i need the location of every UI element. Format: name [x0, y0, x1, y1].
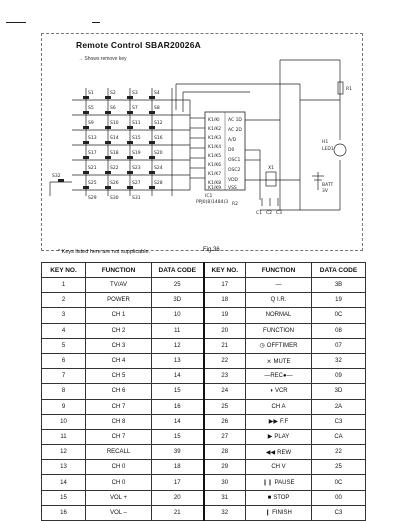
header-function: FUNCTION [246, 263, 312, 278]
data-code-text: 10 [173, 312, 181, 319]
function-cell [246, 369, 312, 384]
header-data-code: DATA CODE [312, 263, 366, 278]
function-text: REW [277, 449, 292, 456]
switch-label: S19 [132, 151, 141, 156]
data-code-text: 14 [173, 373, 181, 380]
table-row [42, 278, 366, 293]
key-no-text: 11 [60, 433, 67, 440]
function-text: POWER [107, 297, 130, 304]
ic-part-number: PPJ0(8)1484)3 [196, 200, 229, 205]
vcr-icon: ◑ [269, 388, 273, 395]
key-no-text: 32 [221, 509, 229, 516]
function-cell [246, 414, 312, 429]
pin-label: VSS [228, 186, 237, 191]
data-code-text: 21 [173, 509, 181, 516]
switch-label: S13 [88, 136, 97, 141]
key-no-text: 5 [61, 342, 66, 349]
function-cell [86, 505, 152, 520]
data-code-cell [312, 445, 366, 460]
function-text: CH 0 [111, 464, 126, 471]
function-text: MUTE [273, 358, 291, 365]
pin-label: K1/K9 [208, 186, 222, 191]
pin-label: K1/KI [208, 118, 220, 123]
function-cell [246, 505, 312, 520]
pin-label: K1/K8 [208, 181, 222, 186]
switch-label: S9 [88, 121, 94, 126]
switch-label: S32 [52, 174, 61, 179]
table-row [42, 384, 366, 399]
key-no-text: 3 [61, 312, 66, 319]
function-text: VCR [274, 388, 288, 395]
header-key-no: KEY NO. [204, 263, 246, 278]
data-code-cell [312, 399, 366, 414]
function-cell [86, 278, 152, 293]
pin-label: K1/K3 [208, 136, 222, 141]
key-code-table [41, 262, 366, 521]
function-text: RECALL [106, 449, 131, 456]
key-no-cell [42, 475, 86, 490]
data-code-cell [312, 338, 366, 353]
key-no-cell [204, 369, 246, 384]
stop-icon: ■ [267, 494, 272, 501]
data-code-cell [312, 505, 366, 520]
key-no-text: 10 [60, 418, 67, 425]
key-no-text: 7 [61, 373, 66, 380]
function-text: CH 6 [111, 388, 126, 395]
key-no-text: 26 [221, 418, 229, 425]
switch-label: S1 [88, 91, 94, 96]
key-no-cell [42, 445, 86, 460]
function-cell [246, 323, 312, 338]
function-text: CH V [271, 464, 286, 471]
data-code-text: 32 [335, 358, 342, 365]
key-no-text: 31 [221, 494, 229, 501]
key-no-cell [42, 399, 86, 414]
key-no-cell [42, 353, 86, 368]
switch-label: S17 [88, 151, 97, 156]
function-text: VOL + [110, 494, 127, 501]
battery-value: 3V [322, 189, 328, 194]
function-cell [86, 308, 152, 323]
key-no-text: 19 [221, 312, 229, 319]
function-cell [246, 429, 312, 444]
function-text: CH A [271, 403, 286, 410]
key-no-text: 13 [60, 464, 67, 471]
data-code-text: 15 [173, 388, 181, 395]
key-no-text: 25 [221, 403, 229, 410]
function-cell [246, 399, 312, 414]
function-text: F.F [279, 419, 289, 426]
function-cell [246, 475, 312, 490]
function-cell [246, 338, 312, 353]
document-title: Remote Control SBAR20026A [76, 40, 201, 50]
data-code-cell [152, 505, 204, 520]
pin-label: K1/K6 [208, 163, 222, 168]
function-text: CH 1 [111, 312, 126, 319]
switch-label: S7 [132, 106, 138, 111]
switch-label: S30 [110, 196, 119, 201]
function-text: PLAY [274, 434, 290, 441]
key-no-text: 15 [60, 494, 67, 501]
table-row [42, 338, 366, 353]
data-code-text: 39 [173, 449, 181, 456]
data-code-cell [152, 460, 204, 475]
data-code-cell [312, 460, 366, 475]
data-code-text: 08 [335, 327, 342, 334]
key-no-cell [204, 460, 246, 475]
switch-label: S8 [154, 106, 160, 111]
data-code-cell [152, 399, 204, 414]
resistor-label-1: R1 [346, 87, 352, 92]
data-code-text: 13 [173, 358, 181, 365]
key-no-cell [204, 308, 246, 323]
data-code-text: 0C [334, 312, 343, 319]
table-row [42, 369, 366, 384]
footnote: * Keys listed here are not supplicable. [58, 249, 151, 255]
data-code-cell [152, 445, 204, 460]
data-code-cell [152, 323, 204, 338]
key-no-cell [42, 308, 86, 323]
key-no-cell [204, 384, 246, 399]
header-key-no: KEY NO. [42, 263, 86, 278]
function-cell [86, 384, 152, 399]
key-no-text: 9 [61, 403, 66, 410]
key-no-text: 14 [60, 479, 67, 486]
key-no-cell [42, 505, 86, 520]
key-no-cell [42, 460, 86, 475]
switch-label: S25 [88, 181, 97, 186]
function-text: TV/AV [110, 282, 127, 289]
function-cell [246, 308, 312, 323]
data-code-text: 25 [173, 282, 181, 289]
key-no-text: 6 [61, 358, 66, 365]
pin-label: K1/K7 [208, 172, 222, 177]
data-code-text: 3D [173, 297, 182, 304]
key-no-text: 24 [221, 388, 229, 395]
function-cell [86, 338, 152, 353]
data-code-text: 2A [334, 403, 343, 410]
key-no-cell [204, 293, 246, 308]
switch-label: S12 [154, 121, 163, 126]
data-code-text: 0C [334, 479, 343, 486]
data-code-text: 09 [335, 373, 342, 380]
function-text: CH 8 [111, 418, 126, 425]
function-cell [86, 460, 152, 475]
table-row [42, 323, 366, 338]
function-cell [86, 293, 152, 308]
switch-label: S6 [110, 106, 116, 111]
switch-label: S20 [154, 151, 163, 156]
remote-control-schematic [0, 0, 400, 260]
battery-label: BATT [322, 183, 334, 188]
key-no-cell [204, 445, 246, 460]
ic-label: IC1 [205, 194, 213, 199]
switch-label: S5 [88, 106, 94, 111]
data-code-cell [152, 475, 204, 490]
data-code-cell [312, 323, 366, 338]
key-no-text: 1 [61, 282, 66, 289]
data-code-cell [152, 429, 204, 444]
data-code-cell [152, 369, 204, 384]
key-no-cell [42, 338, 86, 353]
play-icon: ▶ [267, 434, 273, 441]
table-row [42, 460, 366, 475]
function-text: STOP [273, 494, 290, 501]
ff-icon: ▶▶ [268, 419, 278, 426]
data-code-cell [312, 414, 366, 429]
switch-label: S18 [110, 151, 119, 156]
switch-label: S29 [88, 196, 97, 201]
switch-label: S16 [154, 136, 163, 141]
key-no-text: 28 [221, 449, 229, 456]
key-no-cell [204, 414, 246, 429]
function-cell [86, 414, 152, 429]
data-code-text: C3 [334, 509, 343, 516]
function-cell [246, 384, 312, 399]
data-code-text: CA [334, 433, 343, 440]
function-cell [86, 445, 152, 460]
function-text: CH 0 [111, 479, 126, 486]
table-row [42, 414, 366, 429]
key-no-text: 22 [221, 358, 229, 365]
data-code-text: 11 [174, 327, 181, 334]
pin-label: K1/K4 [208, 145, 222, 150]
data-code-text: 20 [173, 494, 181, 501]
switch-label: S10 [110, 121, 119, 126]
pin-label: AC 1D [228, 118, 242, 123]
header-data-code: DATA CODE [152, 263, 204, 278]
switch-label: S26 [110, 181, 119, 186]
key-no-cell [204, 490, 246, 505]
function-cell [86, 490, 152, 505]
key-no-text: 29 [221, 464, 229, 471]
switch-label: S21 [88, 166, 97, 171]
data-code-text: 19 [335, 297, 342, 304]
function-text: VOL – [110, 509, 127, 516]
switch-label: S27 [132, 181, 141, 186]
function-text: — [275, 282, 282, 289]
data-code-cell [152, 353, 204, 368]
data-code-cell [312, 308, 366, 323]
pin-label: AC 2D [228, 128, 242, 133]
key-no-text: 17 [221, 282, 229, 289]
mute-icon: ⨯ [266, 358, 272, 365]
table-row [42, 445, 366, 460]
key-no-cell [42, 278, 86, 293]
function-text: CH 4 [111, 358, 126, 365]
data-code-cell [312, 369, 366, 384]
data-code-text: 3D [334, 388, 343, 395]
switch-label: S28 [154, 181, 163, 186]
data-code-cell [152, 308, 204, 323]
function-text: CH 2 [111, 327, 126, 334]
led-label: H1 [322, 140, 329, 145]
pin-label: A/D [228, 138, 237, 143]
data-code-cell [312, 429, 366, 444]
data-code-text: 00 [335, 494, 342, 501]
function-cell [246, 278, 312, 293]
function-cell [86, 429, 152, 444]
header-function: FUNCTION [86, 263, 152, 278]
key-no-text: 2 [61, 297, 66, 304]
key-no-cell [204, 505, 246, 520]
data-code-cell [152, 293, 204, 308]
switch-label: S4 [154, 91, 160, 96]
key-no-text: 12 [60, 449, 67, 456]
switch-label: S2 [110, 91, 116, 96]
function-text: PAUSE [274, 480, 295, 487]
key-no-cell [42, 323, 86, 338]
data-code-cell [312, 475, 366, 490]
table-row [42, 308, 366, 323]
function-cell [86, 323, 152, 338]
function-cell [86, 369, 152, 384]
data-code-text: 12 [173, 342, 181, 349]
switch-label: S31 [132, 196, 141, 201]
function-cell [246, 460, 312, 475]
data-code-cell [152, 384, 204, 399]
function-cell [246, 490, 312, 505]
key-no-text: 8 [61, 388, 66, 395]
table-row [42, 429, 366, 444]
function-text: FINISH [272, 510, 292, 517]
key-no-cell [42, 369, 86, 384]
data-code-cell [312, 490, 366, 505]
key-no-text: 18 [221, 297, 229, 304]
data-code-text: 3B [334, 282, 343, 289]
cap-label-2: C2 [266, 211, 273, 216]
pin-label: OSC2 [228, 168, 241, 173]
clock-icon: ◷ [259, 343, 265, 350]
switch-label: S3 [132, 91, 138, 96]
data-code-text: 17 [173, 479, 181, 486]
data-code-cell [152, 278, 204, 293]
function-text: —REC●— [264, 373, 293, 380]
key-no-cell [204, 429, 246, 444]
key-no-cell [42, 384, 86, 399]
key-no-cell [204, 323, 246, 338]
switch-label: S23 [132, 166, 141, 171]
key-no-text: 4 [61, 327, 66, 334]
data-code-text: 15 [173, 433, 181, 440]
switch-label: S24 [154, 166, 163, 171]
table-row [42, 490, 366, 505]
key-no-cell [204, 278, 246, 293]
function-cell [86, 353, 152, 368]
switch-label: S22 [110, 166, 119, 171]
function-text: Q I.R. [270, 297, 287, 304]
key-no-cell [204, 399, 246, 414]
data-code-text: 16 [173, 403, 181, 410]
data-code-cell [312, 278, 366, 293]
key-no-cell [42, 293, 86, 308]
table-row [42, 475, 366, 490]
function-text: NORMAL [265, 312, 292, 319]
data-code-cell [152, 338, 204, 353]
data-code-cell [312, 384, 366, 399]
ic-chip [205, 112, 245, 190]
finish-icon: ❙ [265, 510, 271, 517]
key-no-text: 21 [221, 342, 229, 349]
pause-icon: ❙❙ [262, 480, 273, 487]
key-no-cell [204, 475, 246, 490]
table-row [42, 353, 366, 368]
cap-label-1: C1 [256, 211, 263, 216]
key-no-cell [204, 338, 246, 353]
function-text: CH 3 [111, 342, 126, 349]
key-no-text: 30 [221, 479, 229, 486]
schematic-legend: → Shows remove key [78, 56, 127, 62]
function-text: CH 7 [111, 403, 126, 410]
switch-label: S14 [110, 136, 119, 141]
key-no-cell [42, 414, 86, 429]
data-code-cell [152, 490, 204, 505]
pin-label: D0 [228, 148, 235, 153]
data-code-cell [152, 414, 204, 429]
switch-label: S15 [132, 136, 141, 141]
data-code-text: 07 [335, 342, 342, 349]
function-text: OFFTIMER [266, 343, 298, 350]
pin-label: VDD [228, 178, 239, 183]
function-text: FUNCTION [263, 327, 294, 334]
data-code-cell [312, 293, 366, 308]
data-code-text: 14 [173, 418, 181, 425]
table-row [42, 399, 366, 414]
function-cell [246, 293, 312, 308]
pin-label: K1/K5 [208, 154, 222, 159]
key-no-text: 23 [221, 373, 229, 380]
key-no-text: 20 [221, 327, 229, 334]
key-no-cell [42, 429, 86, 444]
key-no-text: 16 [60, 509, 67, 516]
function-cell [246, 353, 312, 368]
table-header-row [42, 263, 366, 278]
pin-label: OSC1 [228, 158, 241, 163]
led-value: LED1 [322, 147, 334, 152]
table-row [42, 293, 366, 308]
key-no-text: 27 [221, 433, 229, 440]
data-code-cell [312, 353, 366, 368]
data-code-text: 22 [335, 449, 342, 456]
crystal-label: X1 [268, 166, 274, 171]
cap-label-3: C3 [276, 211, 283, 216]
function-cell [246, 445, 312, 460]
function-text: CH 5 [111, 373, 126, 380]
data-code-text: 25 [335, 464, 342, 471]
key-no-cell [42, 490, 86, 505]
key-no-cell [204, 353, 246, 368]
function-cell [86, 399, 152, 414]
figure-label: Fig.36 [203, 247, 220, 253]
data-code-text: 18 [173, 464, 181, 471]
rew-icon: ◀◀ [265, 449, 276, 456]
function-text: CH 7 [111, 433, 126, 440]
table-row [42, 505, 366, 520]
function-cell [86, 475, 152, 490]
switch-label: S11 [132, 121, 141, 126]
data-code-text: C3 [334, 418, 343, 425]
pin-label: K1/K2 [208, 127, 222, 132]
resistor-label-2: R2 [232, 202, 238, 207]
